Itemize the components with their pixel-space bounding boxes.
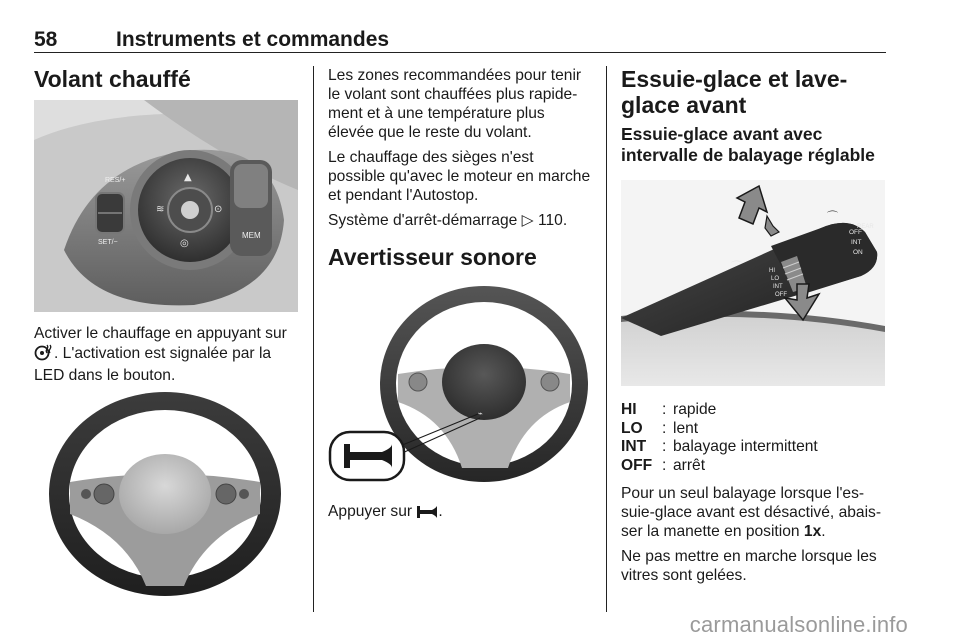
mem-label: MEM [242,231,261,240]
watermark: carmanualsonline.info [689,612,908,637]
svg-text:⊙: ⊙ [214,204,223,215]
stalk-on-label: ON [853,249,863,256]
steering-wheel-figure [34,386,296,600]
horn-instruction-end: . [438,503,443,520]
horn-instruction-text: Appuyer sur [328,503,413,520]
reference-text: Système d'arrêt-démarrage [328,212,518,229]
definition-desc: balayage intermittent [673,438,818,455]
horn-steering-illustration [328,278,593,484]
stalk-off-label: OFF [849,229,862,236]
horn-inline-icon [416,505,438,524]
definition-term: LO [621,419,643,437]
definition-desc: arrêt [673,456,706,474]
definition-term: OFF [621,456,653,474]
heated-steering-caption [34,324,304,385]
single-wipe-paragraph: Pour un seul balayage lorsque l'es-suie-glace avant est désactivé, abais-ser la manette en position 1x. [621,485,882,540]
steering-controls-illustration [34,100,298,312]
stalk-rear-label: REAR [857,224,874,230]
stalk-int2-label: INT [773,284,783,290]
middle-paragraphs [328,66,593,230]
reference-page[interactable]: 110. [538,212,568,229]
svg-text:≋: ≋ [156,204,165,215]
stalk-hi-label: HI [769,268,775,274]
column-divider-1 [313,66,314,612]
seat-heating-paragraph: Le chauffage des sièges n'est possible qu'avec le moteur en marche et pendant l'Autostop. [328,149,591,204]
grip-zones-paragraph: Les zones recommandées pour tenir le volant sont chauffées plus rapide-ment et à une température plus élevée que le reste du volant. [328,67,582,141]
stop-start-reference [328,211,593,230]
wiper-stalk-figure [621,180,885,386]
definition-desc: lent [673,419,699,437]
column-divider-2 [606,66,607,612]
res-label: RES/+ [105,177,126,184]
stalk-lo-label: LO [771,276,780,282]
definition-desc: rapide [673,401,717,418]
heated-steering-wheel-icon [34,343,54,366]
svg-text:▲: ▲ [184,172,192,183]
stalk-off2-label: OFF [775,292,787,298]
stalk-int-label: INT [851,239,862,246]
section-title: Instruments et commandes [116,28,390,51]
svg-text:⌁: ⌁ [478,409,483,418]
svg-text:⌒: ⌒ [731,260,742,273]
horn-instruction [328,502,593,524]
wiper-stalk-illustration [621,180,885,386]
definition-term: INT [621,438,647,455]
caption-line-2: . L'activation est signalée par la [54,345,272,362]
caption-line-3: LED dans le bouton. [34,367,176,384]
caption-line-1: Activer le chauffage en appuyant sur [34,325,287,342]
page-number: 58 [34,28,58,51]
steering-wheel-illustration [34,386,296,600]
definition-term: HI [621,401,637,418]
set-label: SET/− [98,239,118,246]
steering-controls-figure [34,100,298,312]
wiper-subheading: Essuie-glace avant avec intervalle de balayage réglable [621,124,875,165]
page-reference-icon: ▷ [521,212,534,229]
horn-heading: Avertisseur sonore [328,244,537,270]
wiper-heading: Essuie-glace et lave-glace avant [621,66,848,118]
header-rule [34,52,886,53]
wiper-positions-list: HI : rapide LO : lent INT : balayage intermittent OFF : arrêt [621,401,818,474]
horn-figure [328,278,593,484]
svg-text:⌒: ⌒ [827,210,838,223]
heated-steering-heading: Volant chauffé [34,66,191,92]
frozen-glass-warning: Ne pas mettre en marche lorsque les vitres sont gelées. [621,548,877,584]
wiper-paragraphs [621,484,887,585]
svg-text:◎: ◎ [180,238,189,249]
